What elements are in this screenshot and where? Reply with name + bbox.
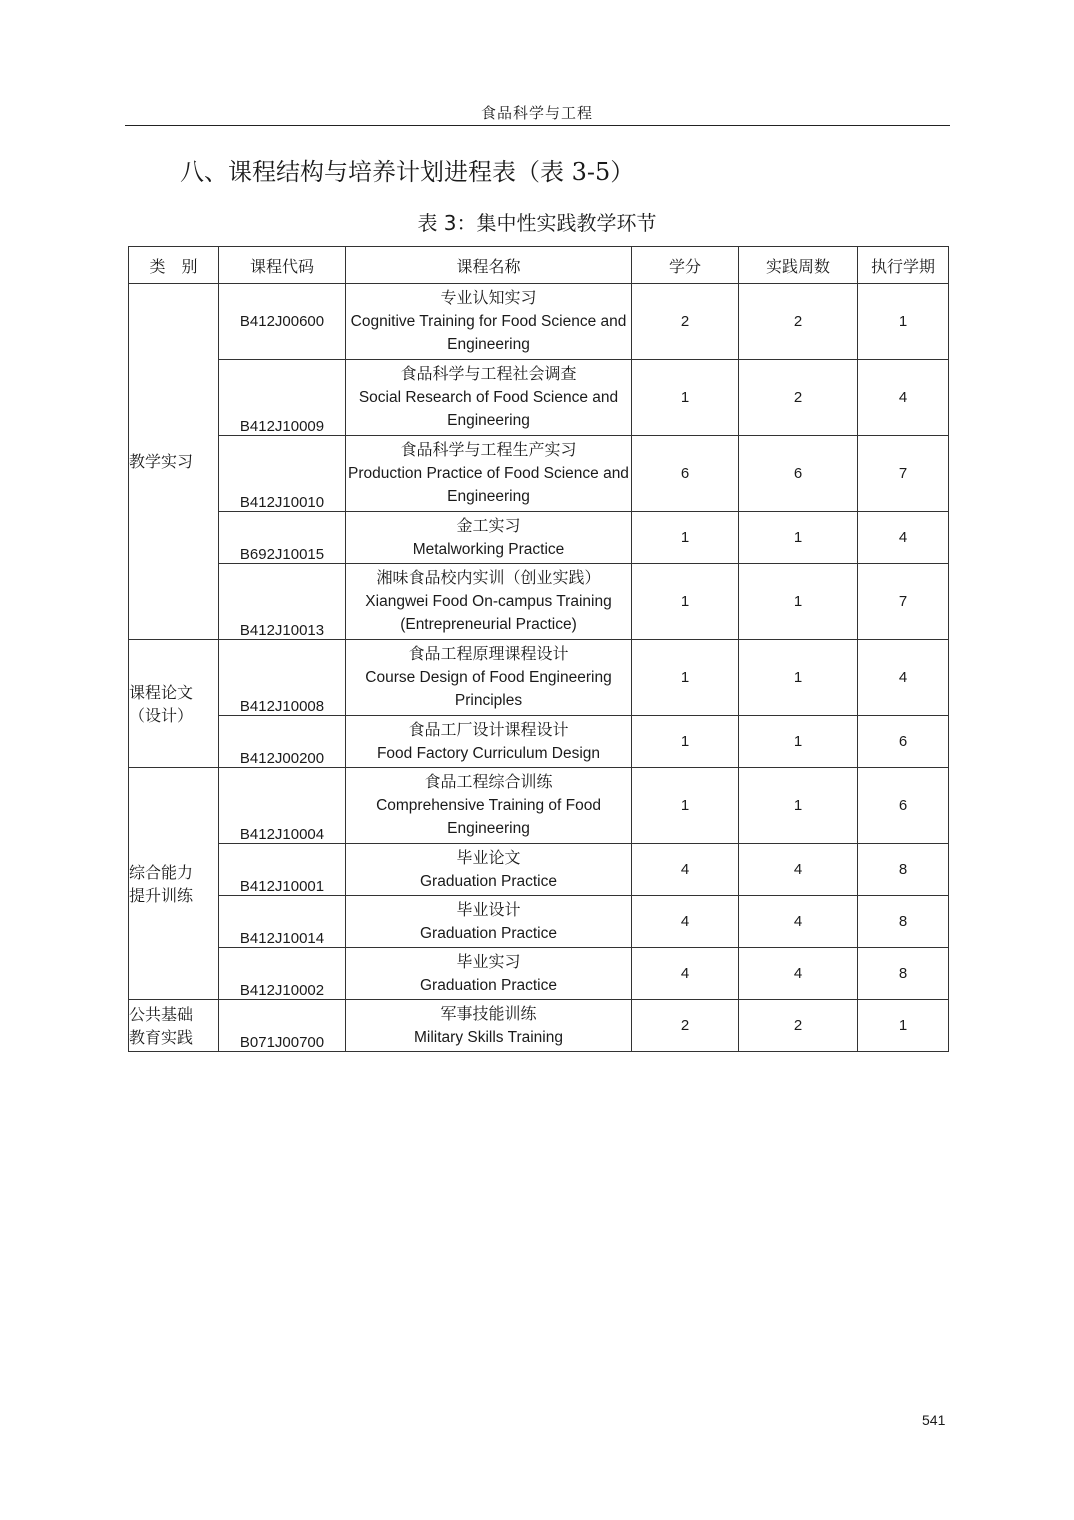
course-name-cn: 食品工程原理课程设计	[408, 644, 569, 664]
course-name-cn: 专业认知实习	[440, 288, 537, 308]
semester: 8	[858, 844, 949, 896]
course-name	[346, 512, 632, 564]
course-name-en: Social Research of Food Science and Engineering	[358, 388, 619, 430]
course-name-en: Production Practice of Food Science and Engineering	[348, 464, 629, 506]
course-name-en: Military Skills Training	[413, 1028, 563, 1046]
course-name	[346, 896, 632, 948]
table-row	[129, 512, 949, 564]
credits: 4	[632, 896, 739, 948]
course-name-cn: 食品工厂设计课程设计	[408, 720, 569, 739]
table-row	[129, 844, 949, 896]
course-name-cn: 食品工程综合训练	[424, 772, 553, 792]
practice-weeks: 6	[739, 436, 858, 512]
course-code: B412J10001	[219, 844, 346, 896]
table-header-row	[129, 247, 949, 284]
table-row	[129, 436, 949, 512]
header-rule	[125, 125, 950, 126]
course-name	[346, 284, 632, 360]
semester: 8	[858, 896, 949, 948]
credits: 6	[632, 436, 739, 512]
course-code: B071J00700	[219, 1000, 346, 1052]
credits: 1	[632, 360, 739, 436]
course-name-cn: 毕业实习	[456, 952, 521, 971]
column-header: 类 别	[129, 247, 219, 284]
course-name-en: Cognitive Training for Food Science and Engineering	[350, 312, 627, 354]
credits: 1	[632, 716, 739, 768]
practice-table	[128, 246, 949, 1052]
section-title: 八、课程结构与培养计划进程表（表 3-5）	[180, 158, 635, 186]
course-code: B412J10002	[219, 948, 346, 1000]
semester: 1	[858, 1000, 949, 1052]
category-label: 教学实习	[129, 452, 194, 471]
practice-weeks: 2	[739, 1000, 858, 1052]
semester: 7	[858, 436, 949, 512]
course-name	[346, 436, 632, 512]
course-name	[346, 360, 632, 436]
table-row	[129, 896, 949, 948]
category-label: 课程论文 （设计）	[129, 682, 194, 725]
column-header: 课程代码	[219, 247, 346, 284]
category-cell	[129, 284, 219, 640]
column-header: 课程名称	[346, 247, 632, 284]
course-name-en: Comprehensive Training of Food Engineering	[376, 796, 601, 838]
table-row	[129, 284, 949, 360]
semester: 8	[858, 948, 949, 1000]
course-code: B412J00200	[219, 716, 346, 768]
semester: 4	[858, 512, 949, 564]
semester: 7	[858, 564, 949, 640]
course-name-cn: 毕业论文	[456, 848, 521, 867]
course-name	[346, 768, 632, 844]
course-name-cn: 湘味食品校内实训（创业实践）	[376, 568, 601, 588]
credits: 4	[632, 844, 739, 896]
credits: 1	[632, 768, 739, 844]
course-name-en: Food Factory Curriculum Design	[376, 744, 601, 762]
semester: 6	[858, 768, 949, 844]
table-row	[129, 948, 949, 1000]
practice-weeks: 1	[739, 716, 858, 768]
practice-weeks: 2	[739, 284, 858, 360]
table-row	[129, 716, 949, 768]
course-name-cn: 军事技能训练	[440, 1004, 537, 1023]
practice-weeks: 1	[739, 564, 858, 640]
column-header: 实践周数	[739, 247, 858, 284]
practice-weeks: 4	[739, 948, 858, 1000]
practice-weeks: 4	[739, 896, 858, 948]
table-row	[129, 360, 949, 436]
course-name-en: Graduation Practice	[420, 872, 557, 890]
semester: 4	[858, 360, 949, 436]
table-title: 表 3：集中性实践教学环节	[417, 211, 657, 235]
course-name-cn: 食品科学与工程生产实习	[400, 440, 577, 460]
category-cell	[129, 640, 219, 768]
practice-weeks: 1	[739, 768, 858, 844]
credits: 1	[632, 640, 739, 716]
course-name-en: Course Design of Food Engineering Principles	[365, 668, 612, 710]
course-name	[346, 948, 632, 1000]
credits: 2	[632, 284, 739, 360]
course-name-en: Xiangwei Food On-campus Training (Entrepreneurial Practice)	[365, 592, 612, 634]
category-label: 公共基础 教育实践	[129, 1004, 194, 1047]
column-header: 执行学期	[858, 247, 949, 284]
table-row	[129, 768, 949, 844]
credits: 4	[632, 948, 739, 1000]
course-name	[346, 844, 632, 896]
course-name	[346, 640, 632, 716]
category-cell	[129, 1000, 219, 1052]
course-name	[346, 716, 632, 768]
course-code: B412J10009	[219, 360, 346, 436]
credits: 2	[632, 1000, 739, 1052]
practice-weeks: 1	[739, 512, 858, 564]
course-code: B412J10013	[219, 564, 346, 640]
semester: 6	[858, 716, 949, 768]
page-number: 541	[922, 1412, 946, 1428]
course-code: B412J10010	[219, 436, 346, 512]
credits: 1	[632, 512, 739, 564]
table-row	[129, 640, 949, 716]
practice-weeks: 4	[739, 844, 858, 896]
course-name	[346, 564, 632, 640]
course-code: B412J10004	[219, 768, 346, 844]
course-name	[346, 1000, 632, 1052]
course-code: B412J10008	[219, 640, 346, 716]
course-code: B412J00600	[219, 284, 346, 360]
table-row	[129, 1000, 949, 1052]
course-name-cn: 食品科学与工程社会调查	[400, 364, 577, 384]
course-code: B412J10014	[219, 896, 346, 948]
practice-weeks: 2	[739, 360, 858, 436]
semester: 1	[858, 284, 949, 360]
course-code: B692J10015	[219, 512, 346, 564]
practice-weeks: 1	[739, 640, 858, 716]
course-name-en: Graduation Practice	[420, 924, 557, 942]
course-name-en: Graduation Practice	[420, 976, 557, 994]
column-header: 学分	[632, 247, 739, 284]
course-name-cn: 毕业设计	[456, 900, 521, 919]
table-row	[129, 564, 949, 640]
course-name-en: Metalworking Practice	[412, 540, 565, 558]
course-name-cn: 金工实习	[456, 516, 521, 535]
category-cell	[129, 768, 219, 1000]
category-label: 综合能力 提升训练	[129, 862, 194, 905]
running-header: 食品科学与工程	[480, 104, 593, 122]
credits: 1	[632, 564, 739, 640]
semester: 4	[858, 640, 949, 716]
